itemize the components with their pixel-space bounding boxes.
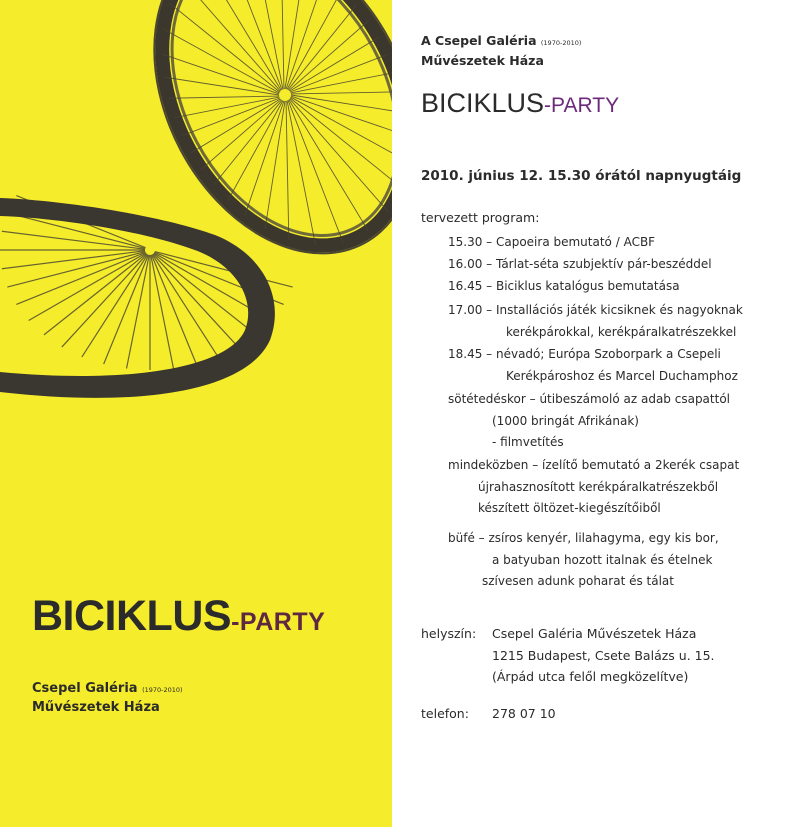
program-line: 15.30 – Capoeira bemutató / ACBF	[448, 235, 656, 249]
venue-line: 1215 Budapest, Csete Balázs u. 15.	[492, 647, 715, 663]
poster-right-panel	[392, 0, 787, 827]
wheel-spoke	[109, 0, 279, 93]
bicycle-wheel-illustration	[0, 0, 392, 560]
program-item	[448, 455, 739, 520]
venue-line: Csepel Galéria Művészetek Háza	[492, 626, 697, 641]
right-title-main: BICIKLUS	[421, 88, 545, 118]
left-organizer	[32, 680, 183, 717]
phone-label: telefon:	[421, 706, 469, 721]
program-item	[448, 232, 655, 254]
right-organizer	[421, 32, 581, 69]
right-event-title	[421, 88, 619, 119]
right-org-name: A Csepel Galéria	[421, 33, 537, 48]
program-item	[448, 528, 719, 593]
event-date: 2010. június 12. 15.30 órától napnyugtáig	[421, 168, 742, 184]
right-org-subname: Művészetek Háza	[421, 53, 544, 68]
venue-label: helyszín:	[421, 626, 477, 641]
left-event-title	[32, 592, 325, 641]
program-line: sötétedéskor – útibeszámoló az adab csapattól	[448, 392, 730, 406]
wheel-spoke	[291, 95, 392, 125]
program-item	[448, 344, 738, 387]
shadow-spoke	[62, 254, 147, 347]
left-title-suffix: -PARTY	[231, 608, 326, 636]
shadow-spoke	[44, 254, 147, 335]
program-line: 16.00 – Tárlat-séta szubjektív pár-beszéddel	[448, 257, 712, 271]
program-line: 18.45 – névadó; Európa Szoborpark a Csepeli	[448, 347, 721, 361]
left-title-main: BICIKLUS	[32, 592, 232, 640]
wheel-spoke	[291, 90, 392, 94]
program-line: Kerékpároshoz és Marcel Duchamphoz	[506, 368, 738, 383]
program-line: 16.45 – Biciklus katalógus bemutatása	[448, 279, 680, 293]
phone-number: 278 07 10	[492, 706, 556, 721]
program-item	[448, 276, 680, 298]
shadow-spoke	[16, 252, 145, 304]
program-heading: tervezett program:	[421, 210, 540, 225]
wheel-spoke	[290, 98, 392, 220]
wheel-spoke	[181, 0, 281, 90]
wheel-spoke	[135, 100, 281, 228]
program-item	[448, 254, 712, 276]
shadow-spoke	[152, 255, 197, 364]
wheel-spoke	[291, 55, 392, 92]
wheel-spoke	[286, 101, 290, 295]
shadow-spoke	[104, 255, 149, 364]
left-org-years: (1970-2010)	[142, 686, 183, 694]
shadow-spoke	[152, 254, 218, 356]
right-org-years: (1970-2010)	[540, 39, 582, 47]
program-item	[448, 389, 730, 454]
venue-details	[492, 623, 715, 688]
program-item	[448, 300, 743, 343]
right-title-suffix: -PARTY	[544, 94, 620, 117]
program-line: kerékpárokkal, kerékpáralkatrészekkel	[506, 324, 737, 339]
wheel-spoke	[286, 0, 349, 89]
program-line: büfé – zsíros kenyér, lilahagyma, egy kis bor,	[448, 531, 719, 545]
shadow-spoke	[2, 231, 145, 249]
wheel-spoke	[87, 65, 279, 95]
wheel-spoke	[255, 101, 285, 293]
wheel-spoke	[287, 101, 324, 291]
program-line: készített öltözet-kiegészítőiből	[478, 501, 661, 515]
program-line: szívesen adunk poharat és tálat	[482, 574, 674, 588]
program-line: újrahasznosított kerékpáralkatrészekből	[478, 479, 719, 494]
left-org-subname: Művészetek Háza	[32, 700, 160, 715]
program-line: mindeközben – ízelítő bemutató a 2kerék csapat	[448, 458, 740, 472]
wheel-spoke	[129, 0, 280, 92]
shadow-spoke	[7, 252, 145, 288]
program-line: (1000 bringát Afrikának)	[492, 413, 639, 428]
program-line: 17.00 – Installációs játék kicsiknek és nagyoknak	[448, 303, 743, 317]
venue-line: (Árpád utca felől megközelítve)	[492, 669, 689, 684]
program-line: a batyuban hozott italnak és ételnek	[492, 552, 713, 567]
shadow-spoke	[153, 254, 238, 347]
wheel-spoke	[212, 0, 282, 90]
program-line: - filmvetítés	[492, 435, 564, 449]
shadow-spoke	[82, 254, 148, 356]
left-org-name: Csepel Galéria	[32, 681, 138, 696]
poster-left-panel	[0, 0, 392, 827]
wheel-spoke	[85, 96, 279, 100]
